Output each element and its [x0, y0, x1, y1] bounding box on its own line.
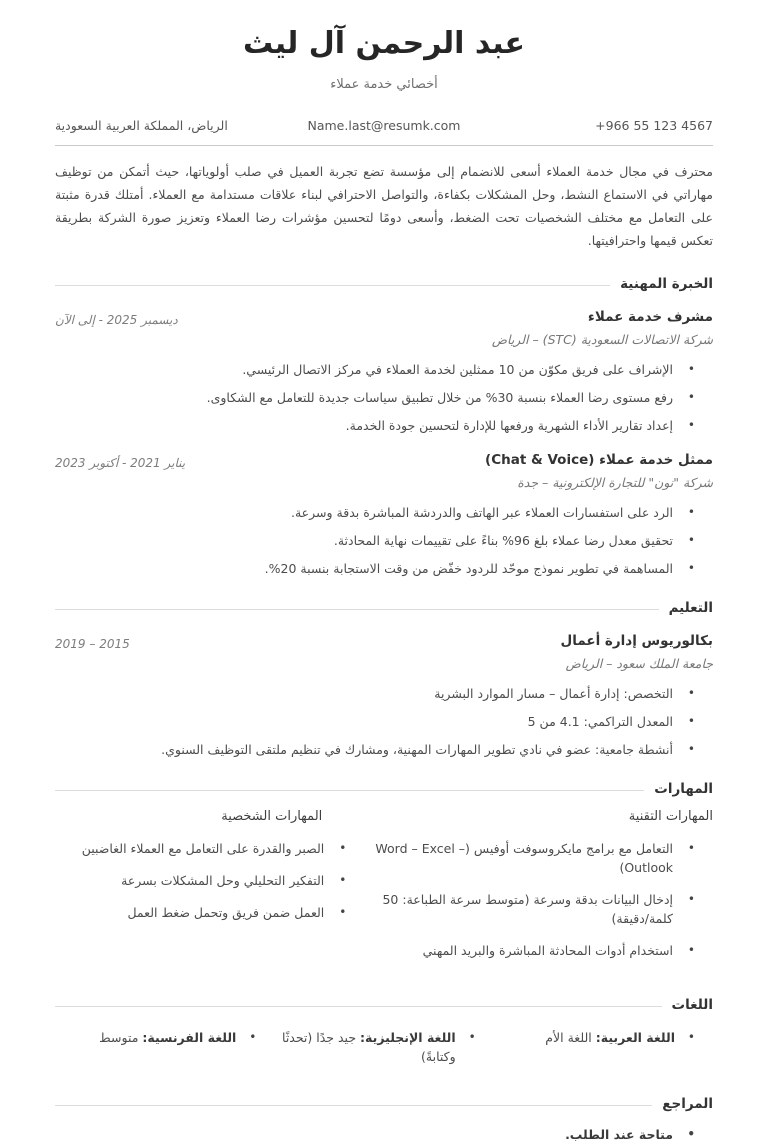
skill-bullet: • استخدام أدوات المحادثة المباشرة والبريد المهني — [364, 941, 713, 960]
technical-skills-column — [364, 809, 713, 973]
job-title: ممثل خدمة عملاء (Chat & Voice) — [485, 452, 713, 468]
language-label: اللغة الفرنسية: — [142, 1030, 237, 1045]
language-level: متوسط — [99, 1030, 139, 1045]
job-bullet: • تحقيق معدل رضا عملاء بلغ 96% بناءً على تقييمات نهاية المحادثة. — [55, 531, 713, 550]
job-header — [55, 452, 713, 468]
job-bullet: • رفع مستوى رضا العملاء بنسبة 30% من خلال تطبيق سياسات جديدة للتعامل مع الشكاوى. — [55, 388, 713, 407]
section-header-education — [55, 600, 713, 616]
skill-bullet: • التعامل مع برامج مايكروسوفت أوفيس (Word – Excel – Outlook) — [364, 839, 713, 877]
section-divider — [55, 609, 659, 610]
job-bullet: • إعداد تقارير الأداء الشهرية ورفعها للإدارة لتحسين جودة الخدمة. — [55, 416, 713, 435]
technical-skills-list — [364, 839, 713, 960]
education-bullet: • التخصص: إدارة أعمال – مسار الموارد البشرية — [55, 684, 713, 703]
section-divider — [55, 1006, 662, 1007]
language-level: جيد جدًا (تحدثًا وكتابةً) — [282, 1030, 456, 1064]
job-company: شركة الاتصالات السعودية (STC) – الرياض — [491, 332, 713, 347]
job-company: شركة "نون" للتجارة الإلكترونية – جدة — [517, 475, 713, 490]
contact-bar — [55, 118, 713, 146]
job-bullet: • الإشراف على فريق مكوّن من 10 ممثلين لخدمة العملاء في مركز الاتصال الرئيسي. — [55, 360, 713, 379]
job-header — [55, 309, 713, 325]
section-header-references — [55, 1096, 713, 1112]
section-header-skills — [55, 781, 713, 797]
section-title-skills: المهارات — [654, 781, 713, 797]
job-title: مشرف خدمة عملاء — [587, 309, 713, 325]
section-header-experience — [55, 276, 713, 292]
contact-email: Name.last@resumk.com — [307, 118, 461, 133]
language-item — [274, 1028, 493, 1066]
skill-bullet: • التفكير التحليلي وحل المشكلات بسرعة — [55, 871, 364, 890]
personal-skills-list — [55, 839, 364, 922]
personal-skills-column — [55, 809, 364, 973]
candidate-headline: أخصائي خدمة عملاء — [330, 77, 438, 92]
skill-bullet: • العمل ضمن فريق وتحمل ضغط العمل — [55, 903, 364, 922]
references-list — [55, 1125, 713, 1144]
skill-bullet: • إدخال البيانات بدقة وسرعة (متوسط سرعة الطباعة: 50 كلمة/دقيقة) — [364, 890, 713, 928]
job-bullet: • الرد على استفسارات العملاء عبر الهاتف والدردشة المباشرة بدقة وسرعة. — [55, 503, 713, 522]
references-note: • متاحة عند الطلب. — [55, 1125, 713, 1144]
contact-location: الرياض، المملكة العربية السعودية — [54, 118, 228, 133]
candidate-name: عبد الرحمن آل ليث — [243, 26, 525, 61]
section-header-languages — [55, 997, 713, 1013]
degree-header — [55, 633, 713, 649]
job-dates: ديسمبر 2025 - إلى الآن — [55, 313, 178, 327]
experience-entry — [55, 452, 713, 578]
section-title-references: المراجع — [662, 1096, 713, 1112]
section-divider — [55, 790, 644, 791]
education-bullet: • المعدل التراكمي: 4.1 من 5 — [55, 712, 713, 731]
education-bullet: • أنشطة جامعية: عضو في نادي تطوير المهارات المهنية، ومشارك في تنظيم ملتقى التوظيف السنوي. — [55, 740, 713, 759]
job-dates: يناير 2021 - أكتوبر 2023 — [55, 456, 186, 470]
language-item — [494, 1028, 713, 1066]
contact-phone: +966 55 123 4567 — [595, 118, 713, 133]
language-item — [55, 1028, 274, 1066]
section-divider — [55, 1105, 652, 1106]
education-entry — [55, 633, 713, 759]
technical-skills-subtitle: المهارات التقنية — [628, 809, 713, 824]
section-title-experience: الخبرة المهنية — [620, 276, 713, 292]
degree-title: بكالوريوس إدارة أعمال — [560, 633, 713, 649]
education-bullet-list — [55, 684, 713, 759]
language-label: اللغة العربية: — [595, 1030, 675, 1045]
experience-entry — [55, 309, 713, 435]
skills-columns — [55, 809, 713, 973]
section-title-education: التعليم — [668, 600, 713, 616]
job-bullet: • المساهمة في تطوير نموذج موحّد للردود خفّض من وقت الاستجابة بنسبة 20%. — [55, 559, 713, 578]
school-name: جامعة الملك سعود – الرياض — [565, 656, 713, 671]
languages-row — [55, 1028, 713, 1066]
profile-summary: محترف في مجال خدمة العملاء أسعى للانضمام إلى مؤسسة تضع تجربة العميل في صلب أولوياتها، حيث أتمكن من توظيف مهاراتي في الاستماع النشط، وحل المشكلات بكفاءة، والتواصل الاحترافي لبناء علاقات مستدامة مع العملاء. أمتلك قدرة مثبتة على التعامل مع مختلف الشخصيات تحت الضغط، وأسعى دومًا لتحسين مؤشرات رضا العملاء وتعزيز صورة الشركة بطريقة تعكس قيمها واحترافيتها. — [55, 164, 713, 248]
section-divider — [55, 285, 610, 286]
job-bullet-list — [55, 360, 713, 435]
degree-dates: 2015 – 2019 — [55, 637, 130, 651]
section-title-languages: اللغات — [671, 997, 713, 1013]
personal-skills-subtitle: المهارات الشخصية — [221, 809, 323, 824]
skill-bullet: • الصبر والقدرة على التعامل مع العملاء الغاضبين — [55, 839, 364, 858]
language-label: اللغة الإنجليزية: — [360, 1030, 456, 1045]
job-bullet-list — [55, 503, 713, 578]
language-level: اللغة الأم — [545, 1030, 592, 1045]
